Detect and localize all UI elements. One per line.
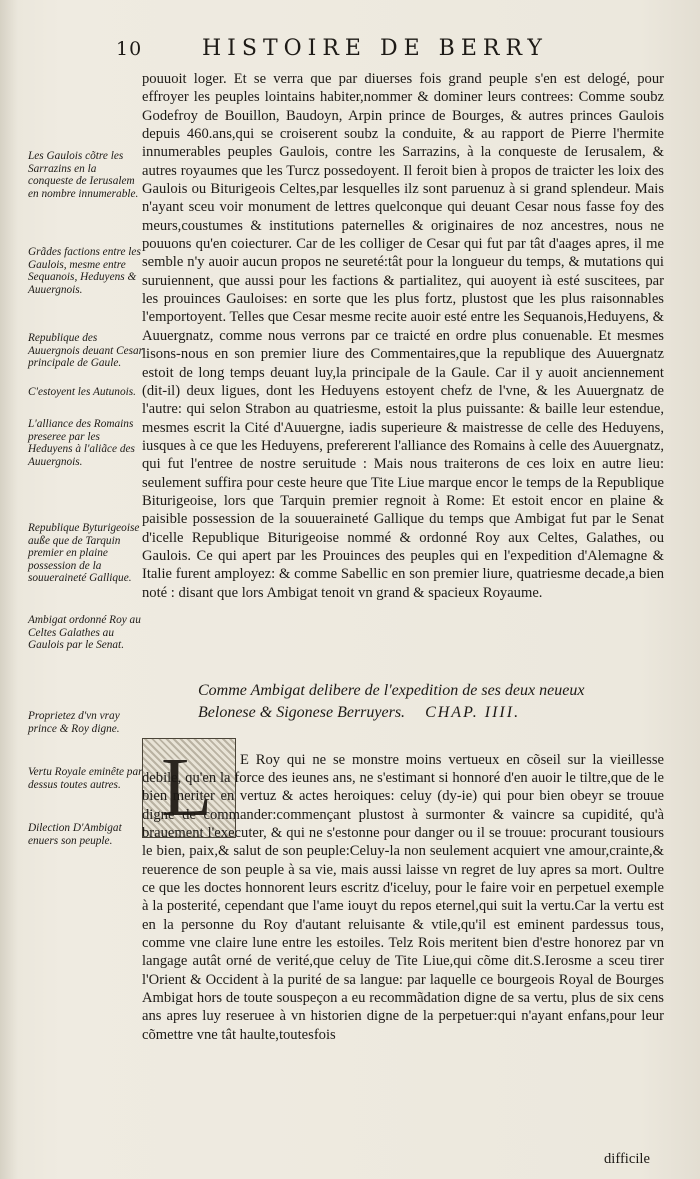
- chapter-number: CHAP. IIII.: [425, 704, 521, 721]
- catchword: difficile: [604, 1151, 650, 1167]
- paragraph-bottom: E Roy qui ne se monstre moins vertueux en cõseil sur la vieillesse debile, qu'en la force des ieunes ans, ne s'estimant si honnoré d'en auoir le tiltre,que de le bien meriter en vertuz & actes heroiques: celuy (dy-ie) qui pour bien obeyr se trouue digne de commander:commençant plustost à surmonter & vaincre sa cupidité, qu'à brauement l'executer, & qui ne s'estonne pour danger ou il se trouue: procurant tousiours le bien, paix,& salut de son peuple:Celuy-la non seulement acquiert vne amour,crainte,& reuerence de son peuple à sa vie, mais aussi laisse vn regret de luy apres sa mort. Oultre ce que les doctes honnorent leurs escritz d'iceluy, pour le faire voir en perpetuel exemple à la posterité, cependant que l'ame iouyt du repos eternel,qui suit la vertu.Car la vertu est en la personne du Roy d'autant reluisante & vtile,qu'il est eminent pardessus tous, comme vne claire lune entre les estoiles. Telz Rois meritent bien d'estre honorez par vn langage autât orné de verité,que celuy de Tite Liue,qui cõme dit.S.Ierosme a sceu tirer l'Orient & Occident à la purité de sa langue: par laquelle ce bourgeois Royal de Bourges Ambigat hors de toute souspeçon a eu recommãdation digne de sa vertu, plus de six cens ans apres luy reseruee à vn historien digne de la perpetuer:qui n'ayant enfans,pour leur cõmettre vne tât haulte,toutesfois: [142, 751, 664, 1043]
- margin-note: Ambigat ordonné Roy au Celtes Galathes au Gaulois par le Senat.: [28, 614, 141, 652]
- page-header: [98, 36, 658, 68]
- margin-note: Republique des Auuergnois deuant Cesar principale de Gaule.: [28, 332, 144, 370]
- margin-note: Les Gaulois cõtre les Sarrazins en la conqueste de Ierusalem en nombre innumerable.: [28, 150, 139, 200]
- chapter-heading: [198, 680, 668, 724]
- chapter-title-line2: [198, 702, 668, 724]
- margin-note: Dilection D'Ambigat enuers son peuple.: [28, 822, 122, 847]
- paragraph-top: pouuoit loger. Et se verra que par diuerses fois grand peuple s'en est delogé, pour effroyer les peuples lointains habiter,nommer & dominer leurs contrees: Comme soubz Godefroy de Bouillon, Baudoyn, Arpin prince de Bourges, & autres princes Gaulois depuis 460.ans,qui se croiserent soubz la conduite, & au rapport de Pierre l'hermite innumerables peuples Gaulois, contre les Sarrazins, à la conqueste de Ierusalem, & autres royaumes que les Turcz possedoyent. Il feroit bien à propos de traicter les loix des Gaulois ou Biturigeois Celtes,par lesquelles ilz sont paruenuz à si grand splendeur. Mais n'ayant sceu voir monument de lettres quelconque qui deuant Cesar nous fasse foy des meurs,coustumes & institutions paternelles & originaires de noz ancestres, nous ne pouuons qu'en coiecturer. Car de les colliger de Cesar qui fut par tât d'aages apres, il me semble n'y auoir aucun propos ne seureté:tât pour la longueur du temps, & mutations qui suruiennent, que aussi pour les factions & partialitez, qui auoyent ià esté suscitees, par les prouinces Gauloises: en sorte que les plus fortz, plustost que les plus raisonnables l'emportoyent. Telles que Cesar mesme recite auoir esté entre les Sequanois,Heduyens, & Auuergnatz, comme nous verrons par ce traicté en ordre plus conuenable. Et mesmes lisons-nous en son premier liure des Commentaires,que la republique des Auuergnatz estoit de long temps deuant luy,la principale de la Gaule. Car il y auoit anciennement (dit-il) deux ligues, dont les Heduyens estoyent chefz de l'vne, & les Auuergnatz de l'autre: qui selon Strabon au quatriesme, estoit la plus puissante: & baille leur estendue, mesmes escrit la Cité d'Auuergne, iadis superieure & maistresse de celle des Heduyens, iusques à ce que les Heduyens, prefererent l'alliance des Romains à celle des Auuergnatz, qui fut l'entree de nostre seruitude : Mais nous traiterons de ces loix en autre lieu: seulement suffira pour ceste heure que Tite Liue marque encor le temps de la Republique Biturigeoise, lors que Tarquin premier regnoit à Rome: Et estoit encor en plaine & paisible possession de la souueraineté Gallique du temps que Ambigat fut par le Senat d'icelle Republique Biturigeoise nommé & ordonné Roy aux Celtes, Galathes, ou Gaulois. Ce qui apert par les Prouinces des peuples qui en l'expedition d'Alemagne & Italie furent amployez: & comme Sabellic en son premier liure, quatriesme decade,a bien noté : disant que lors Ambigat tenoit vn grand & spacieux Royaume.: [142, 71, 664, 601]
- initial-letter: L: [161, 741, 213, 834]
- margin-note: Vertu Royale eminête par dessus toutes autres.: [28, 766, 143, 791]
- margin-note: Grãdes factions entre les Gaulois, mesme entre Sequanois, Heduyens & Auuergnois.: [28, 246, 141, 296]
- margin-note: C'estoyent les Autunois.: [28, 386, 136, 398]
- page-number: 10: [116, 38, 143, 60]
- margin-note: Proprietez d'vn vray prince & Roy digne.: [28, 710, 120, 735]
- body-text-top: [142, 70, 664, 602]
- body-text-bottom: [142, 736, 664, 1059]
- chapter-title-line1: Comme Ambigat delibere de l'expedition de ses deux neueux: [198, 682, 585, 699]
- chapter-title-names: Belonese & Sigonese Berruyers.: [198, 704, 406, 721]
- running-title: HISTOIRE DE BERRY: [202, 36, 548, 61]
- margin-note: Republique Byturigeoise auße que de Tarquin premier en plaine possession de la souueraineté Gallique.: [28, 522, 140, 585]
- margin-note: L'alliance des Romains preseree par les Heduyens à l'aliãce des Auuergnois.: [28, 418, 135, 468]
